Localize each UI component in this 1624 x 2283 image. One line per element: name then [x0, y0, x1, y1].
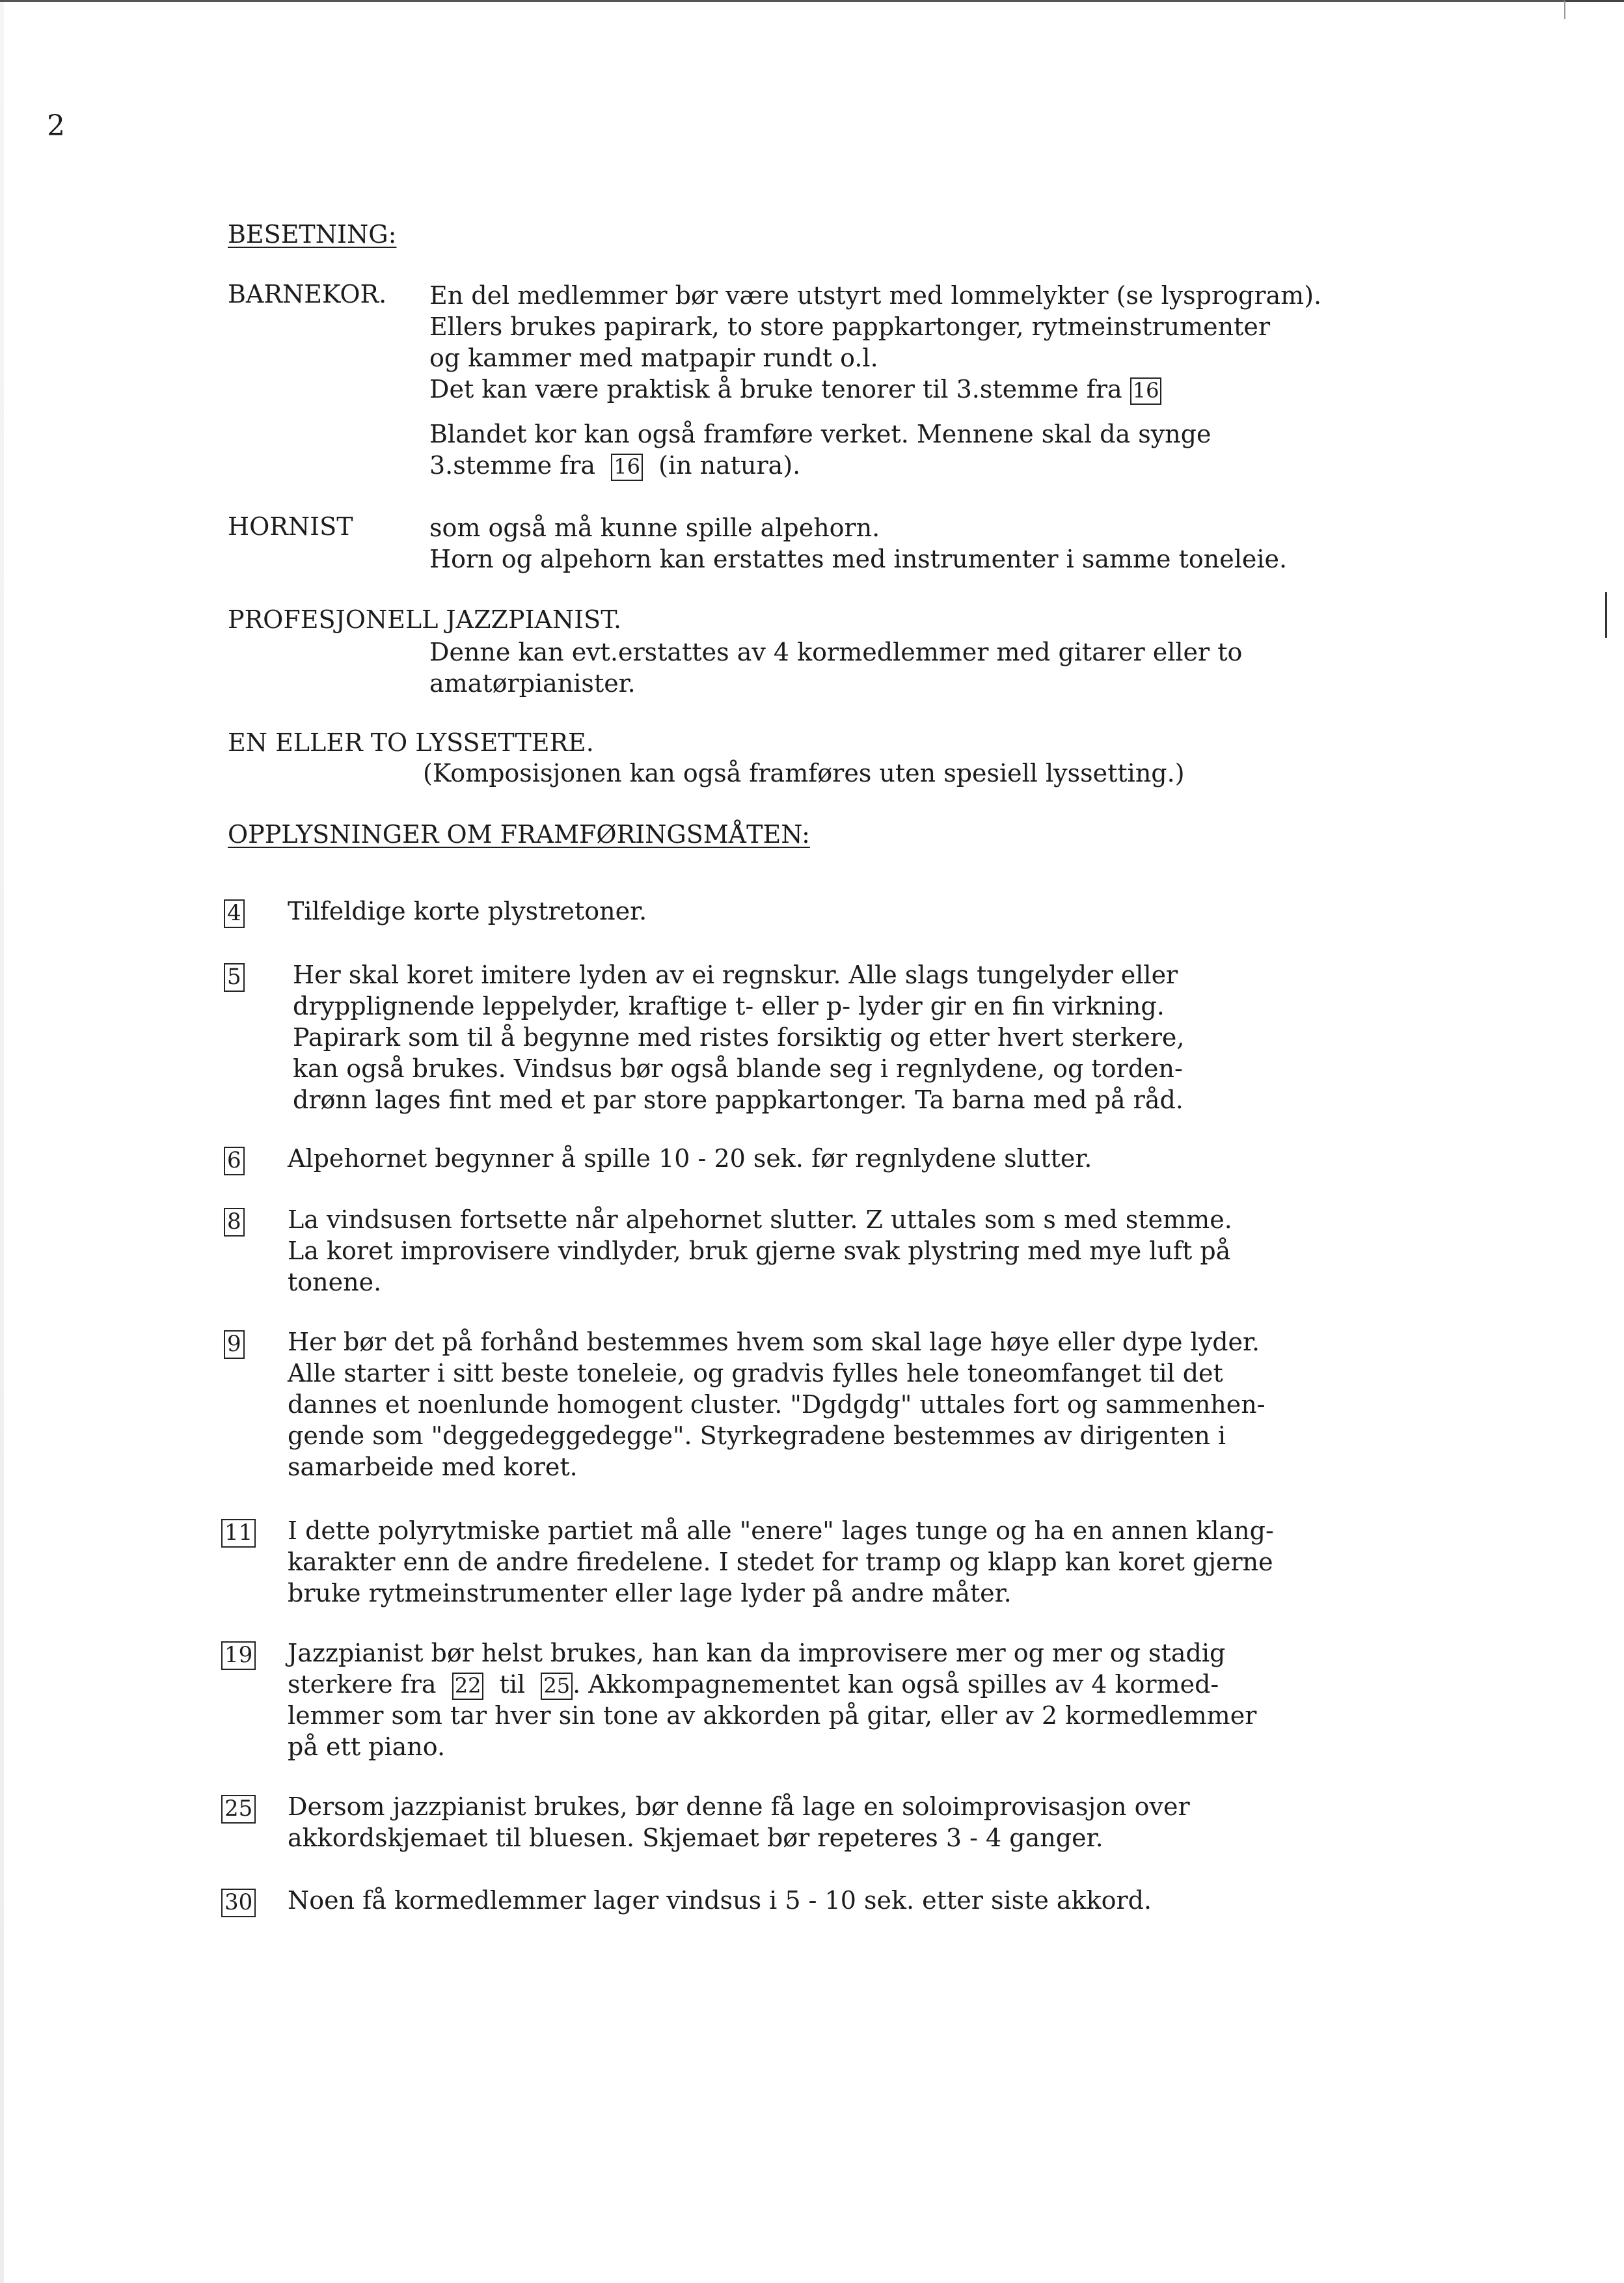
text-line: Horn og alpehorn kan erstattes med instrumenter i samme toneleie. — [429, 545, 1288, 573]
note-item — [288, 895, 647, 927]
rehearsal-mark-box: 25 — [221, 1795, 256, 1824]
text-line: lemmer som tar hver sin tone av akkorden på gitar, eller av 2 kormedlemmer — [288, 1701, 1257, 1730]
rehearsal-mark — [221, 1639, 256, 1670]
text-line: Noen få kormedlemmer lager vindsus i 5 - 10 sek. etter siste akkord. — [288, 1886, 1152, 1915]
rehearsal-mark: 22 — [452, 1673, 484, 1700]
lyssettere-label: EN ELLER TO LYSSETTERE. — [228, 728, 594, 757]
note-item — [288, 1326, 1265, 1483]
rehearsal-mark-box: 19 — [221, 1641, 256, 1670]
text-line: La koret improvisere vindlyder, bruk gjerne svak plystring med mye luft på — [288, 1237, 1231, 1265]
text-line: Jazzpianist bør helst brukes, han kan da improvisere mer og mer og stadig — [288, 1639, 1226, 1667]
rehearsal-mark — [224, 897, 245, 928]
text-line: og kammer med matpapir rundt o.l. — [429, 344, 878, 372]
hornist-text — [429, 512, 1287, 575]
scan-edge — [0, 0, 4, 2283]
text-line: Tilfeldige korte plystretoner. — [288, 897, 647, 925]
tenor-text: Det kan være praktisk å bruke tenorer til 3.stemme fra — [429, 375, 1122, 403]
text-line: kan også brukes. Vindsus bør også blande seg i regnlydene, og torden- — [293, 1054, 1183, 1083]
text-line — [429, 374, 1321, 405]
text-line: tonene. — [288, 1268, 382, 1296]
rehearsal-mark — [221, 1516, 256, 1548]
rehearsal-mark: 25 — [541, 1673, 573, 1700]
jazzpianist-text — [429, 636, 1242, 699]
text-line — [429, 450, 1211, 481]
text-line: drypplignende leppelyder, kraftige t- eller p- lyder gir en fin virkning. — [293, 992, 1165, 1020]
barnekor-text — [429, 280, 1321, 405]
rehearsal-mark-box: 8 — [224, 1208, 245, 1237]
rehearsal-mark: 16 — [1130, 377, 1162, 405]
edge-mark — [1605, 592, 1607, 638]
note-item — [288, 1637, 1256, 1762]
note-item — [293, 959, 1184, 1115]
text-line: akkordskjemaet til bluesen. Skjemaet bør repeteres 3 - 4 ganger. — [288, 1824, 1103, 1852]
barnekor-label: BARNEKOR. — [228, 280, 387, 308]
blandet-kor-text — [429, 418, 1211, 481]
text-line: I dette polyrytmiske partiet må alle "enere" lages tunge og ha en annen klang- — [288, 1516, 1274, 1545]
rehearsal-mark — [224, 1205, 245, 1237]
rehearsal-mark-box: 11 — [221, 1519, 256, 1548]
text-line: samarbeide med koret. — [288, 1453, 578, 1481]
text-span: til — [499, 1670, 526, 1699]
text-line: gende som "deggedeggedegge". Styrkegradene bestemmes av dirigenten i — [288, 1421, 1226, 1450]
opplysninger-heading: OPPLYSNINGER OM FRAMFØRINGSMÅTEN: — [228, 820, 810, 849]
rehearsal-mark-box: 4 — [224, 899, 245, 928]
text-line — [288, 1669, 1256, 1700]
text-line: Her skal koret imitere lyden av ei regnskur. Alle slags tungelyder eller — [293, 961, 1178, 989]
rehearsal-mark — [224, 961, 245, 992]
text-line: karakter enn de andre firedelene. I stedet for tramp og klapp kan koret gjerne — [288, 1548, 1273, 1576]
rehearsal-mark-box: 5 — [224, 963, 245, 992]
text-line: La vindsusen fortsette når alpehornet slutter. Z uttales som s med stemme. — [288, 1205, 1232, 1234]
rehearsal-mark — [224, 1328, 245, 1359]
rehearsal-mark-box: 9 — [224, 1330, 245, 1359]
text-line: som også må kunne spille alpehorn. — [429, 513, 880, 542]
lyssettere-text: (Komposisjonen kan også framføres uten spesiell lyssetting.) — [423, 759, 1185, 787]
jazzpianist-label: PROFESJONELL JAZZPIANIST. — [228, 605, 622, 634]
text-line: Dersom jazzpianist brukes, bør denne få lage en soloimprovisasjon over — [288, 1792, 1190, 1821]
hornist-label: HORNIST — [228, 512, 353, 541]
text-span: sterkere fra — [288, 1670, 437, 1699]
text-line: Ellers brukes papirark, to store pappkartonger, rytmeinstrumenter — [429, 312, 1271, 341]
top-rule — [0, 0, 1624, 2]
text-line: Denne kan evt.erstattes av 4 kormedlemmer med gitarer eller to — [429, 638, 1243, 666]
note-item — [288, 1204, 1232, 1298]
rehearsal-mark: 16 — [611, 454, 643, 481]
text-span: (in natura). — [658, 451, 801, 480]
text-line: Papirark som til å begynne med ristes forsiktig og etter hvert sterkere, — [293, 1023, 1185, 1052]
text-span: . Akkompagnementet kan også spilles av 4 kormed- — [573, 1670, 1219, 1699]
rehearsal-mark — [221, 1886, 256, 1917]
text-line: Her bør det på forhånd bestemmes hvem som skal lage høye eller dype lyder. — [288, 1328, 1260, 1356]
text-line: Alpehornet begynner å spille 10 - 20 sek. før regnlydene slutter. — [288, 1144, 1092, 1173]
text-line: amatørpianister. — [429, 669, 636, 698]
besetning-heading: BESETNING: — [228, 220, 397, 249]
text-line: drønn lages fint med et par store pappkartonger. Ta barna med på råd. — [293, 1086, 1184, 1114]
note-item — [288, 1515, 1274, 1609]
rehearsal-mark — [224, 1144, 245, 1175]
note-item — [288, 1791, 1190, 1853]
text-line: Blandet kor kan også framføre verket. Mennene skal da synge — [429, 420, 1211, 448]
page-number: 2 — [47, 109, 65, 143]
note-item — [288, 1885, 1152, 1916]
text-span: 3.stemme fra — [429, 451, 596, 480]
text-line: En del medlemmer bør være utstyrt med lommelykter (se lysprogram). — [429, 281, 1322, 310]
text-line: Alle starter i sitt beste toneleie, og gradvis fylles hele toneomfanget til det — [288, 1359, 1223, 1388]
text-line: bruke rytmeinstrumenter eller lage lyder på andre måter. — [288, 1579, 1012, 1607]
rehearsal-mark — [221, 1792, 256, 1824]
corner-fold — [1564, 0, 1624, 19]
rehearsal-mark-box: 30 — [221, 1889, 256, 1917]
text-line: på ett piano. — [288, 1732, 446, 1761]
note-item — [288, 1143, 1092, 1174]
rehearsal-mark-box: 6 — [224, 1147, 245, 1175]
text-line: dannes et noenlunde homogent cluster. "Dgdgdg" uttales fort og sammenhen- — [288, 1390, 1265, 1419]
